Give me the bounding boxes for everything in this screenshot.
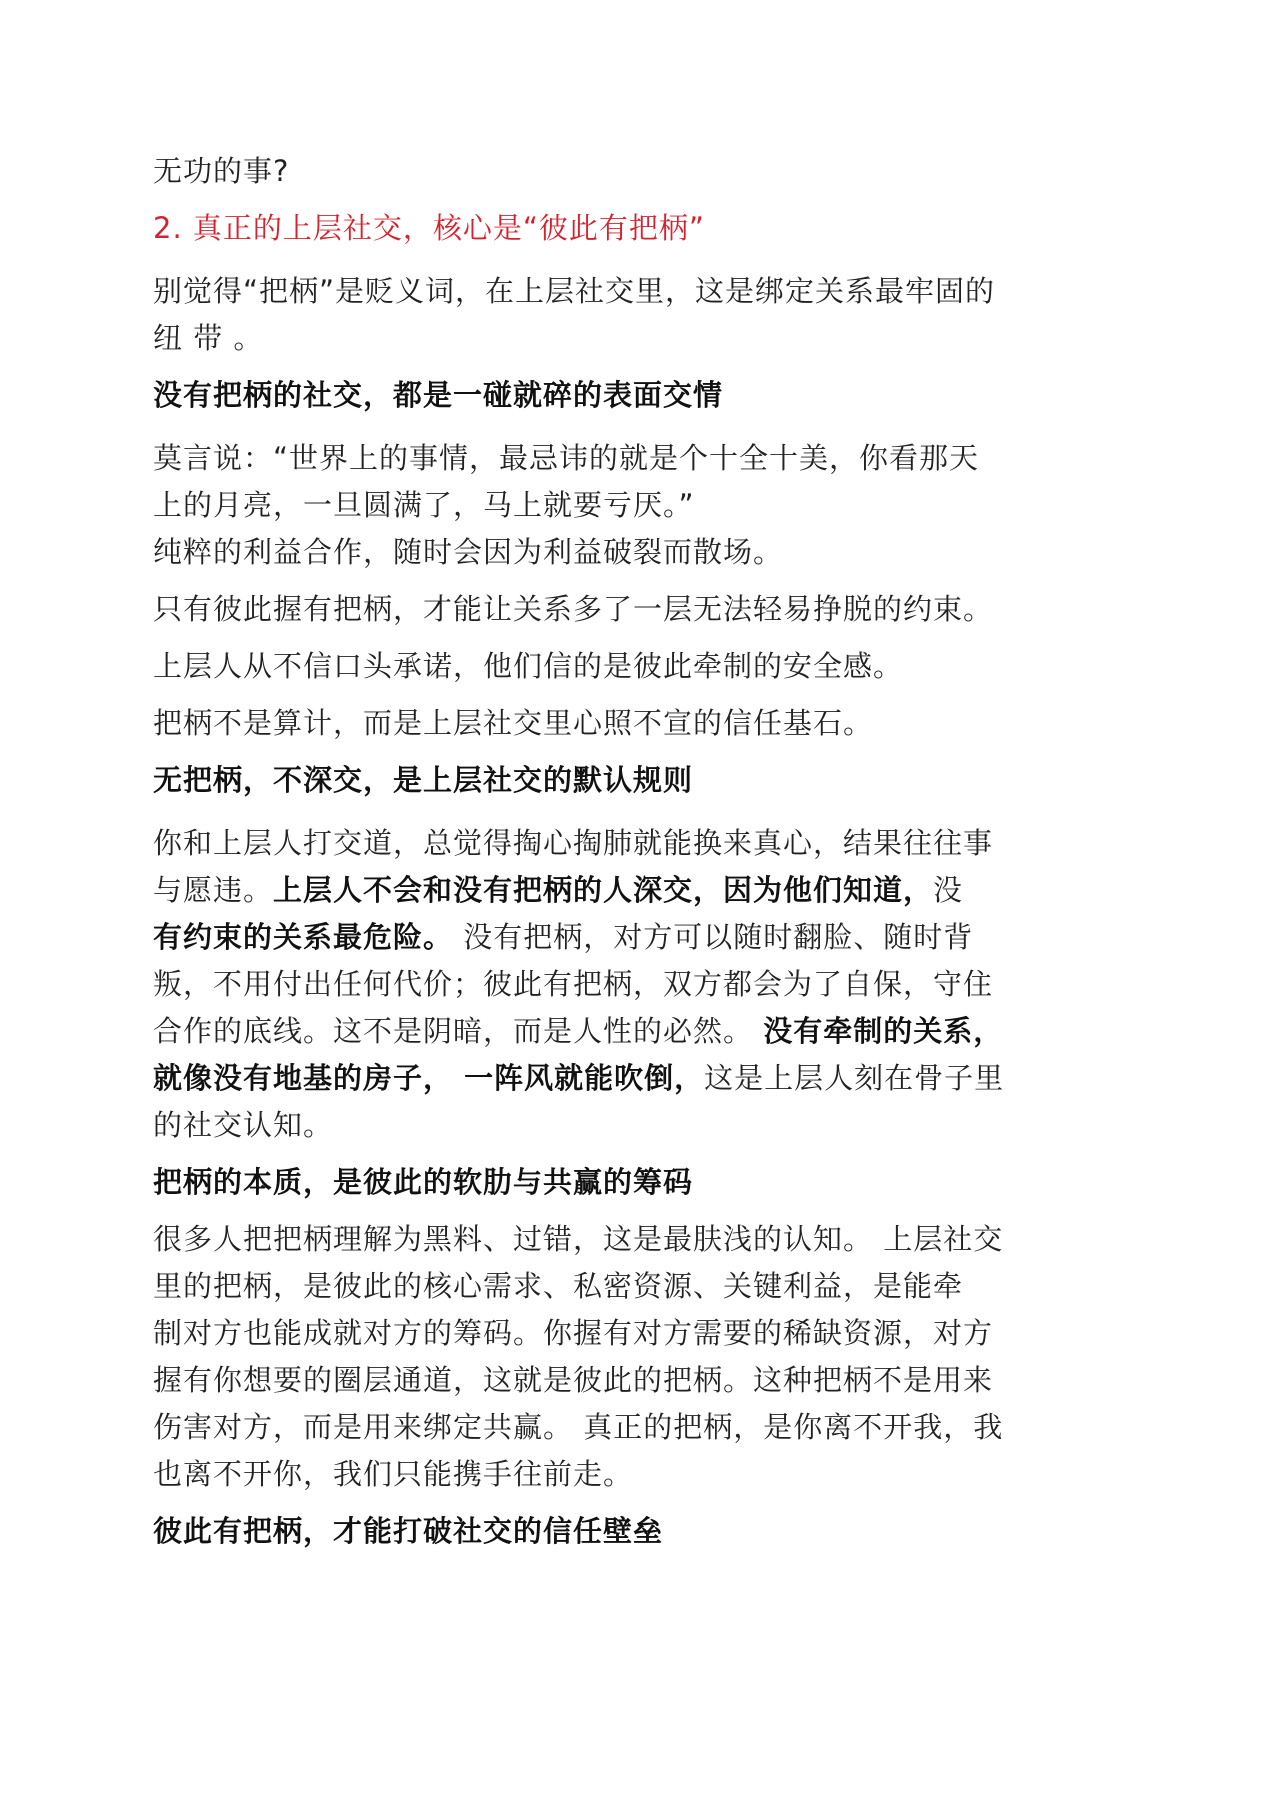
text-line xyxy=(153,867,1123,914)
subheading: 把柄的本质，是彼此的软肋与共赢的筹码 xyxy=(153,1165,694,1199)
text-line: 很多人把把柄理解为黑料、过错，这是最肤浅的认知。 上层社交 xyxy=(153,1222,1004,1256)
section-heading-red: 2. 真正的上层社交，核心是“彼此有把柄” xyxy=(153,211,705,245)
subheading: 彼此有把柄，才能打破社交的信任壁垒 xyxy=(153,1514,664,1548)
text-line: 叛，不用付出任何代价；彼此有把柄，双方都会为了自保，守住 xyxy=(153,967,994,1001)
text-line: 握有你想要的圈层通道，这就是彼此的把柄。这种把柄不是用来 xyxy=(153,1363,994,1397)
paragraph xyxy=(153,820,1123,1149)
bold-run: 上层人不会和没有把柄的人深交，因为他们知道， xyxy=(273,873,934,907)
text-line: 莫言说：“世界上的事情，最忌讳的就是个十全十美，你看那天 xyxy=(153,441,980,475)
bold-run: 就像没有地基的房子， 一阵风就能吹倒， xyxy=(153,1061,705,1095)
text-line: 别觉得“把柄”是贬义词，在上层社交里，这是绑定关系最牢固的 xyxy=(153,274,996,308)
text-line: 你和上层人打交道，总觉得掏心掏肺就能换来真心，结果往往事 xyxy=(153,826,994,860)
bold-run: 没有牵制的关系， xyxy=(763,1014,1004,1048)
paragraph-quote xyxy=(153,435,1123,529)
paragraph: 只有彼此握有把柄，才能让关系多了一层无法轻易挣脱的约束。 xyxy=(153,592,994,626)
text-line: 里的把柄，是彼此的核心需求、私密资源、关键利益，是能牵 xyxy=(153,1269,964,1303)
text-line: 制对方也能成就对方的筹码。你握有对方需要的稀缺资源，对方 xyxy=(153,1316,994,1350)
paragraph: 纯粹的利益合作，随时会因为利益破裂而散场。 xyxy=(153,535,784,569)
text-line: 伤害对方，而是用来绑定共赢。 真正的把柄，是你离不开我，我 xyxy=(153,1410,1004,1444)
paragraph xyxy=(153,1216,1123,1498)
text-run: 合作的底线。这不是阴暗，而是人性的必然。 xyxy=(153,1014,764,1048)
text-line xyxy=(153,914,1123,961)
text-run: 没 xyxy=(933,873,964,907)
text-line: 也离不开你，我们只能携手往前走。 xyxy=(153,1457,634,1491)
text-line xyxy=(153,1055,1123,1102)
text-run: 与愿违。 xyxy=(153,873,274,907)
subheading: 无把柄，不深交，是上层社交的默认规则 xyxy=(153,763,694,797)
bold-run: 有约束的关系最危险。 xyxy=(153,920,454,954)
text-line: 上的月亮，一旦圆满了，马上就要亏厌。” xyxy=(153,488,695,522)
text-run: 没有把柄，对方可以随时翻脸、随时背 xyxy=(453,920,974,954)
text-line: 的社交认知。 xyxy=(153,1108,334,1142)
text-line xyxy=(153,1008,1123,1055)
text-line: 无功的事? xyxy=(153,154,290,188)
text-run: 这是上层人刻在骨子里 xyxy=(704,1061,1005,1095)
paragraph xyxy=(153,268,1123,362)
paragraph-continuation xyxy=(153,148,1123,195)
subheading: 没有把柄的社交，都是一碰就碎的表面交情 xyxy=(153,378,724,412)
paragraph: 上层人从不信口头承诺，他们信的是彼此牵制的安全感。 xyxy=(153,649,904,683)
text-line: 纽 带 。 xyxy=(153,321,264,355)
paragraph: 把柄不是算计，而是上层社交里心照不宣的信任基石。 xyxy=(153,706,874,740)
